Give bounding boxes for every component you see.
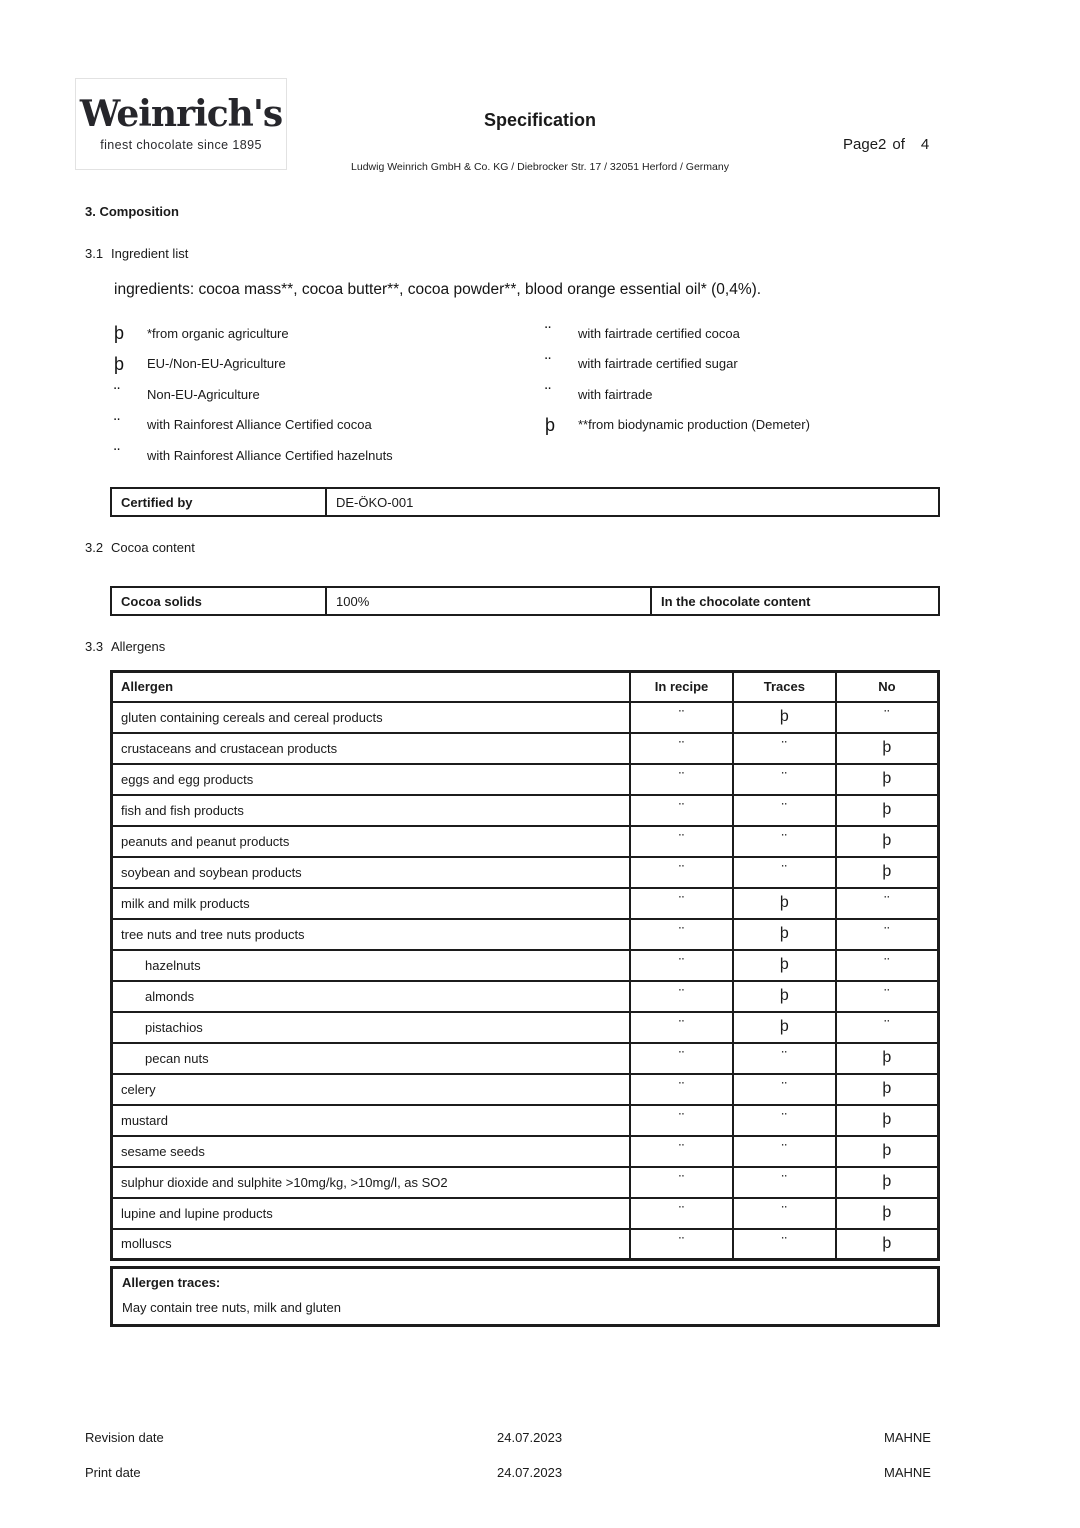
allergen-row <box>112 795 939 826</box>
in-recipe-checkbox-icon: ¨ <box>630 888 733 919</box>
option-label: with fairtrade certified sugar <box>578 356 738 372</box>
option-label: with Rainforest Alliance Certified hazelnuts <box>147 447 393 463</box>
allergen-name: fish and fish products <box>112 795 631 826</box>
no-checkbox-icon: þ <box>836 1136 939 1167</box>
traces-checkbox-icon: þ <box>733 888 836 919</box>
option-item <box>114 349 393 380</box>
no-checkbox-icon: þ <box>836 826 939 857</box>
page-total: 4 <box>920 136 930 153</box>
checkbox-icon: ¨ <box>114 414 120 435</box>
in-recipe-checkbox-icon: ¨ <box>630 1167 733 1198</box>
allergen-row <box>112 764 939 795</box>
section-heading-ingredient-list <box>85 246 188 261</box>
allergen-traces-text: May contain tree nuts, milk and gluten <box>122 1300 341 1315</box>
section-heading-cocoa-content <box>85 540 195 555</box>
checkbox-icon: þ <box>114 353 125 374</box>
no-checkbox-icon: ¨ <box>836 1012 939 1043</box>
allergen-row <box>112 981 939 1012</box>
option-item <box>545 410 810 441</box>
allergen-traces-box <box>110 1266 940 1327</box>
traces-checkbox-icon: þ <box>733 702 836 733</box>
allergen-row <box>112 733 939 764</box>
allergen-row <box>112 1012 939 1043</box>
section-title: Ingredient list <box>111 246 189 261</box>
allergen-row <box>112 950 939 981</box>
no-checkbox-icon: þ <box>836 1229 939 1260</box>
traces-checkbox-icon: ¨ <box>733 826 836 857</box>
section-number: 3.1 <box>85 246 104 261</box>
allergen-name: peanuts and peanut products <box>112 826 631 857</box>
option-label: with fairtrade <box>578 386 653 402</box>
allergen-name: molluscs <box>112 1229 631 1260</box>
allergen-row <box>112 702 939 733</box>
certified-by-value: DE-ÖKO-001 <box>326 488 939 516</box>
company-address: Ludwig Weinrich GmbH & Co. KG / Diebrocker Str. 17 / 32051 Herford / Germany <box>351 161 729 173</box>
allergen-row <box>112 919 939 950</box>
allergen-row <box>112 888 939 919</box>
in-recipe-checkbox-icon: ¨ <box>630 1074 733 1105</box>
traces-checkbox-icon: ¨ <box>733 1105 836 1136</box>
no-checkbox-icon: þ <box>836 795 939 826</box>
footer-author: MAHNE <box>884 1465 931 1480</box>
allergen-row <box>112 1043 939 1074</box>
allergen-name: almonds <box>112 981 631 1012</box>
checkbox-icon: þ <box>545 414 556 435</box>
traces-checkbox-icon: þ <box>733 1012 836 1043</box>
option-label: with Rainforest Alliance Certified cocoa <box>147 417 372 433</box>
traces-checkbox-icon: ¨ <box>733 1136 836 1167</box>
allergen-row <box>112 1198 939 1229</box>
option-label: *from organic agriculture <box>147 325 289 341</box>
allergen-row <box>112 826 939 857</box>
column-header-traces: Traces <box>733 672 836 702</box>
option-label: with fairtrade certified cocoa <box>578 325 740 341</box>
allergen-name: gluten containing cereals and cereal products <box>112 702 631 733</box>
no-checkbox-icon: þ <box>836 1167 939 1198</box>
no-checkbox-icon: ¨ <box>836 981 939 1012</box>
checkbox-icon: ¨ <box>545 384 551 405</box>
option-label: **from biodynamic production (Demeter) <box>578 417 810 433</box>
no-checkbox-icon: ¨ <box>836 919 939 950</box>
column-header-no: No <box>836 672 939 702</box>
origin-options-left <box>114 318 393 471</box>
allergen-name: mustard <box>112 1105 631 1136</box>
footer-row <box>85 1430 997 1465</box>
traces-checkbox-icon: ¨ <box>733 1229 836 1260</box>
no-checkbox-icon: ¨ <box>836 702 939 733</box>
option-item <box>114 379 393 410</box>
option-label: EU-/Non-EU-Agriculture <box>147 356 286 372</box>
checkbox-icon: ¨ <box>114 445 120 466</box>
no-checkbox-icon: þ <box>836 1198 939 1229</box>
checkbox-icon: ¨ <box>545 323 551 344</box>
certified-by-label: Certified by <box>111 488 326 516</box>
in-recipe-checkbox-icon: ¨ <box>630 1198 733 1229</box>
no-checkbox-icon: þ <box>836 733 939 764</box>
checkbox-icon: ¨ <box>545 353 551 374</box>
in-recipe-checkbox-icon: ¨ <box>630 981 733 1012</box>
ingredients-text: ingredients: cocoa mass**, cocoa butter**, cocoa powder**, blood orange essential oil* (0,4%). <box>114 281 762 298</box>
in-recipe-checkbox-icon: ¨ <box>630 919 733 950</box>
traces-checkbox-icon: ¨ <box>733 1167 836 1198</box>
no-checkbox-icon: þ <box>836 1105 939 1136</box>
traces-checkbox-icon: ¨ <box>733 1043 836 1074</box>
option-item <box>545 318 810 349</box>
in-recipe-checkbox-icon: ¨ <box>630 733 733 764</box>
section-number: 3.3 <box>85 639 104 654</box>
allergen-name: lupine and lupine products <box>112 1198 631 1229</box>
traces-checkbox-icon: ¨ <box>733 795 836 826</box>
document-footer <box>85 1430 997 1500</box>
footer-label: Print date <box>85 1465 141 1480</box>
cocoa-solids-note: In the chocolate content <box>651 587 939 615</box>
page-current: 2 <box>878 136 887 153</box>
allergen-name: eggs and egg products <box>112 764 631 795</box>
traces-checkbox-icon: þ <box>733 950 836 981</box>
allergen-name: sulphur dioxide and sulphite >10mg/kg, >10mg/l, as SO2 <box>112 1167 631 1198</box>
traces-checkbox-icon: ¨ <box>733 857 836 888</box>
cocoa-content-table <box>110 586 940 616</box>
traces-checkbox-icon: ¨ <box>733 1074 836 1105</box>
traces-checkbox-icon: þ <box>733 981 836 1012</box>
section-heading-allergens <box>85 639 165 654</box>
no-checkbox-icon: ¨ <box>836 888 939 919</box>
page-label: Page <box>843 136 879 153</box>
option-item <box>114 318 393 349</box>
allergen-name: milk and milk products <box>112 888 631 919</box>
traces-checkbox-icon: ¨ <box>733 733 836 764</box>
allergen-name: pistachios <box>112 1012 631 1043</box>
checkbox-icon: þ <box>114 323 125 344</box>
origin-options-right <box>545 318 810 440</box>
allergen-row <box>112 1105 939 1136</box>
traces-checkbox-icon: ¨ <box>733 764 836 795</box>
option-label: Non-EU-Agriculture <box>147 386 260 402</box>
in-recipe-checkbox-icon: ¨ <box>630 826 733 857</box>
in-recipe-checkbox-icon: ¨ <box>630 764 733 795</box>
allergen-name: celery <box>112 1074 631 1105</box>
logo-tagline: finest chocolate since 1895 <box>100 138 262 152</box>
traces-checkbox-icon: þ <box>733 919 836 950</box>
cocoa-solids-label: Cocoa solids <box>111 587 326 615</box>
in-recipe-checkbox-icon: ¨ <box>630 1105 733 1136</box>
in-recipe-checkbox-icon: ¨ <box>630 857 733 888</box>
in-recipe-checkbox-icon: ¨ <box>630 950 733 981</box>
no-checkbox-icon: þ <box>836 857 939 888</box>
column-header-allergen: Allergen <box>112 672 631 702</box>
section-title: Cocoa content <box>111 540 195 555</box>
section-heading-composition: 3. Composition <box>85 204 179 219</box>
footer-date: 24.07.2023 <box>497 1465 563 1480</box>
allergen-row <box>112 1167 939 1198</box>
page-title: Specification <box>483 110 597 130</box>
allergen-row <box>112 1136 939 1167</box>
in-recipe-checkbox-icon: ¨ <box>630 1012 733 1043</box>
no-checkbox-icon: þ <box>836 1074 939 1105</box>
no-checkbox-icon: þ <box>836 1043 939 1074</box>
option-item <box>545 349 810 380</box>
allergen-name: sesame seeds <box>112 1136 631 1167</box>
allergen-name: tree nuts and tree nuts products <box>112 919 631 950</box>
page-of-label: of <box>892 136 905 153</box>
allergen-traces-title: Allergen traces: <box>122 1275 221 1290</box>
column-header-in-recipe: In recipe <box>630 672 733 702</box>
cocoa-solids-value: 100% <box>326 587 651 615</box>
option-item <box>114 440 393 471</box>
in-recipe-checkbox-icon: ¨ <box>630 1043 733 1074</box>
certified-by-table <box>110 487 940 517</box>
traces-checkbox-icon: ¨ <box>733 1198 836 1229</box>
allergen-name: hazelnuts <box>112 950 631 981</box>
allergen-name: soybean and soybean products <box>112 857 631 888</box>
allergen-row <box>112 1074 939 1105</box>
allergens-table <box>110 670 940 1261</box>
footer-row <box>85 1465 997 1500</box>
allergen-row <box>112 1229 939 1260</box>
option-item <box>114 410 393 441</box>
in-recipe-checkbox-icon: ¨ <box>630 702 733 733</box>
in-recipe-checkbox-icon: ¨ <box>630 1229 733 1260</box>
section-number: 3.2 <box>85 540 104 555</box>
no-checkbox-icon: ¨ <box>836 950 939 981</box>
footer-date: 24.07.2023 <box>497 1430 563 1445</box>
page-indicator <box>843 136 929 153</box>
in-recipe-checkbox-icon: ¨ <box>630 1136 733 1167</box>
in-recipe-checkbox-icon: ¨ <box>630 795 733 826</box>
allergen-name: pecan nuts <box>112 1043 631 1074</box>
allergens-header-row <box>112 672 939 702</box>
footer-author: MAHNE <box>884 1430 931 1445</box>
allergen-row <box>112 857 939 888</box>
checkbox-icon: ¨ <box>114 384 120 405</box>
footer-label: Revision date <box>85 1430 164 1445</box>
no-checkbox-icon: þ <box>836 764 939 795</box>
section-title: Allergens <box>111 639 166 654</box>
option-item <box>545 379 810 410</box>
logo-wordmark: Weinrich's <box>79 93 283 135</box>
allergen-name: crustaceans and crustacean products <box>112 733 631 764</box>
